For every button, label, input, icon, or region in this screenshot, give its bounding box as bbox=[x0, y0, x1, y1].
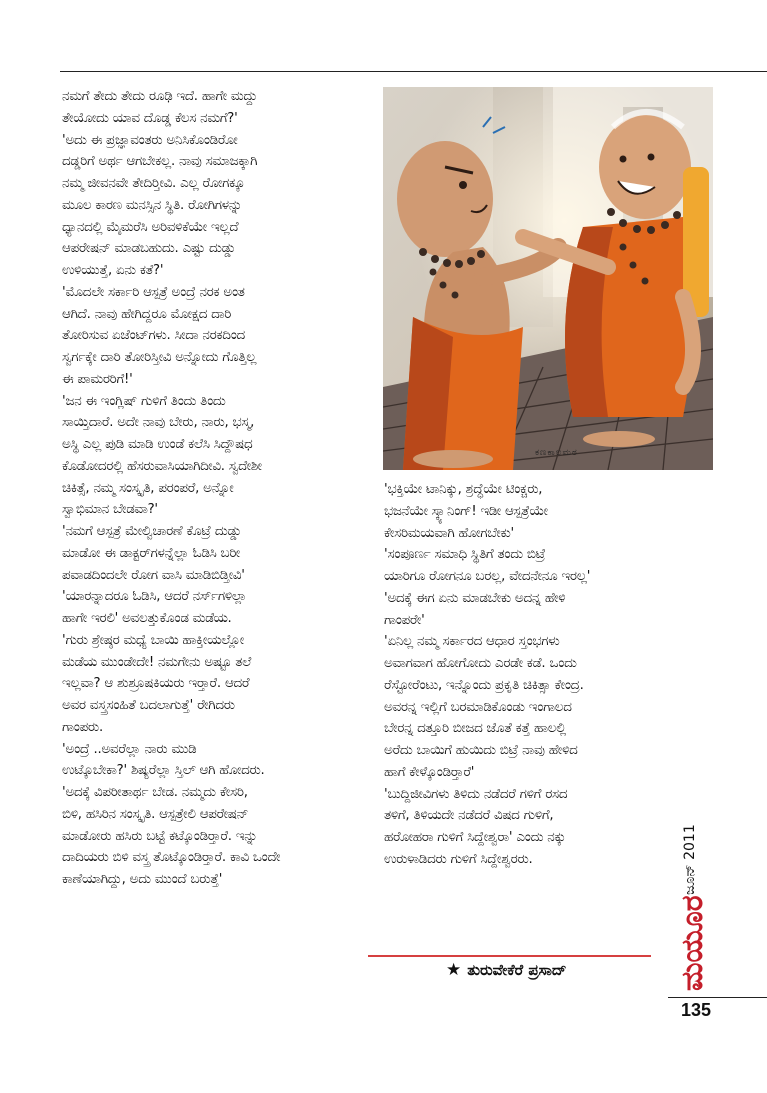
text-line: 'ಏನಿಲ್ಲ ನಮ್ಮ ಸರ್ಕಾರದ ಆಧಾರ ಸ್ತಂಭಗಳು bbox=[384, 634, 560, 650]
text-line: 'ಮೊದಲೇ ಸರ್ಕಾರಿ ಆಸ್ಪತ್ರೆ ಅಂದ್ರೆ ನರಕ ಅಂತ bbox=[62, 284, 245, 300]
page-number: 135 bbox=[681, 1000, 712, 1020]
text-line: ಅಸ್ಥಿ ಎಲ್ಲ ಪುಡಿ ಮಾಡಿ ಉಂಡೆ ಕಲೆಸಿ ಸಿದ್ದೌಷಧ bbox=[62, 437, 253, 452]
text-line: ಸಾಯ್ತಿದಾರೆ. ಅದೇ ನಾವು ಬೇರು, ನಾರು, ಭಸ್ಮ, bbox=[62, 415, 255, 431]
author-name: ತುರುವೇಕೆರೆ ಪ್ರಸಾದ್ bbox=[467, 961, 567, 979]
text-line: ಗಾಂಪರು. bbox=[62, 719, 103, 735]
text-line: ಇಲ್ಲವಾ? ಆ ಶುಶ್ರೂಷಕಿಯರು ಇರ್‍ತಾರೆ. ಆದರೆ bbox=[62, 676, 250, 692]
text-line: ಮಾಡೋ ಈ ಡಾಕ್ಟರ್‌ಗಳನ್ನೆಲ್ಲಾ ಓಡಿಸಿ ಬರೀ bbox=[62, 545, 241, 561]
text-line: ಸ್ವರ್ಗಕ್ಕೇ ದಾರಿ ತೋರಿಸ್ತೀವಿ ಅನ್ನೋದು ಗೊತ್ತಿಲ್ಲ bbox=[62, 350, 257, 365]
text-line: ಹಾಗೆ ಕೇಳ್ಕೊಂಡಿರ್‍ತಾರೆ' bbox=[384, 764, 475, 780]
text-line: ಉಟ್ಕೊಬೇಕಾ?' ಶಿಷ್ಯರೆಲ್ಲಾ ಸ್ತಿಲ್ ಆಗಿ ಹೋದರು. bbox=[62, 763, 265, 779]
issue-date: ಜೂನ್ 2011 bbox=[682, 824, 698, 895]
illustration-credit: ಕಣಕಾಲಮಠ bbox=[535, 448, 578, 458]
text-line: ತೋರಿಸುವ ಏಜೆಂಟ್‌ಗಳು. ಸೀದಾ ನರಕದಿಂದ bbox=[62, 328, 245, 344]
magazine-sidebar bbox=[672, 795, 708, 992]
star-icon: ★ bbox=[446, 960, 462, 980]
text-line: ಮಾಡೋರು ಹಸಿರು ಬಟ್ಟೆ ಕಟ್ಕೊಂಡಿರ್‍ತಾರೆ. ಇನ್ನು bbox=[62, 828, 258, 844]
header-rule bbox=[60, 71, 767, 72]
text-line: ಭಜನೆಯೇ ಸ್ಕ್ಯಾನಿಂಗ್! ಇಡೀ ಆಸ್ಪತ್ರೆಯೇ bbox=[384, 503, 548, 519]
text-line: ಅವಾಗವಾಗ ಹೋಗೋದು ಎರಡೇ ಕಡೆ. ಒಂದು bbox=[384, 656, 577, 671]
footer-rule bbox=[668, 997, 767, 998]
text-line: ಅವರನ್ನ ಇಲ್ಲಿಗೆ ಬರಮಾಡಿಕೊಂಡು ಇಂಗಾಲದ bbox=[384, 699, 572, 715]
text-line: ಆಪರೇಷನ್ ಮಾಡಬಹುದು. ಎಷ್ಟು ದುಡ್ಡು bbox=[62, 241, 236, 257]
text-line: ಈ ಪಾಮರರಿಗೆ!' bbox=[62, 371, 133, 387]
text-line: 'ಯಾರನ್ನಾದರೂ ಓಡಿಸಿ, ಆದರೆ ನರ್ಸ್‌ಗಳಿಲ್ಲಾ bbox=[62, 589, 247, 605]
text-line: 'ನಮಗೆ ಆಸ್ಪತ್ರೆ ಮೇಲ್ವಿಚಾರಣೆ ಕೊಟ್ರೆ ದುಡ್ಡು bbox=[62, 524, 242, 539]
text-line: ಹರೋಹರಾ ಗುಳಿಗೆ ಸಿದ್ದೇಶ್ವರಾ' ಎಂದು ನಕ್ಕು bbox=[384, 830, 566, 845]
text-line: ಧ್ಯಾನದಲ್ಲಿ ಮೈಮರೆಸಿ ಅರಿವಳಿಕೆಯೇ ಇಲ್ಲದೆ bbox=[62, 219, 239, 235]
text-line: ದಾದಿಯರು ಬಿಳಿ ವಸ್ತ್ರ ತೊಟ್ಕೊಂಡಿರ್‍ತಾರೆ. ಕಾವಿ ಒಂದೇ bbox=[62, 850, 281, 866]
author-divider bbox=[368, 955, 651, 957]
text-line: ಹಾಗೇ ಇರಲಿ' ಅವಲತ್ತುಕೊಂಡ ಮಡೆಯ. bbox=[62, 611, 232, 626]
text-line: 'ಅದಕ್ಕೆ ವಿಪರೀತಾರ್ಥ ಬೇಡ. ನಮ್ಮದು ಕೇಸರಿ, bbox=[62, 785, 248, 800]
text-line: 'ಅಂದ್ರೆ ..ಅವರೆಲ್ಲಾ ನಾರು ಮುಡಿ bbox=[62, 741, 197, 757]
text-line: 'ಭಕ್ತಿಯೇ ಟಾನಿಕ್ಕು, ಶ್ರದ್ಧೆಯೇ ಟಿಂಕ್ಚರು, bbox=[384, 482, 543, 497]
text-line: ತೇಯೋದು ಯಾವ ದೊಡ್ಡ ಕೆಲಸ ನಮಗೆ?' bbox=[62, 110, 238, 126]
text-line: 'ಅದಕ್ಕೆ ಈಗ ಏನು ಮಾಡಬೇಕು ಅದನ್ನ ಹೇಳಿ bbox=[384, 590, 566, 606]
text-line: ತಳಿಗೆ, ತಿಳಿಯದೇ ನಡೆದರೆ ವಿಷದ ಗುಳಿಗೆ, bbox=[384, 808, 554, 824]
text-line: ಉರುಳಾಡಿದರು ಗುಳಿಗೆ ಸಿದ್ದೇಶ್ವರರು. bbox=[384, 851, 533, 867]
text-line: ನಮಗೆ ತೇದು ತೇದು ರೂಢಿ ಇದೆ. ಹಾಗೇ ಮದ್ದು bbox=[62, 89, 258, 104]
text-line: 'ಅದು ಈ ಪ್ರಜ್ಞಾವಂತರು ಅನಿಸಿಕೊಂಡಿರೋ bbox=[62, 132, 238, 148]
text-line: ಕೇಸರಿಮಯವಾಗಿ ಹೋಗಬೇಕು' bbox=[384, 525, 515, 541]
text-line: ಬಿಳಿ, ಹಸಿರಿನ ಸಂಸ್ಕೃತಿ. ಆಸ್ಪತ್ರೇಲಿ ಆಪರೇಷನ್ bbox=[62, 806, 249, 822]
author-byline bbox=[446, 960, 566, 980]
text-line: 'ಬುದ್ದಿಜೀವಿಗಳು ತಿಳಿದು ನಡೆದರೆ ಗಳಿಗೆ ರಸದ bbox=[384, 786, 568, 802]
text-line: ಮಡೆಯ ಮುಂಡೇದೇ! ನಮಗೇನು ಅಷ್ಟೂ ತಲೆ bbox=[62, 654, 252, 670]
text-line: ಯಾರಿಗೂ ರೋಗನೂ ಬರಲ್ಲ, ವೇದನೇನೂ ಇರಲ್ಲ' bbox=[384, 569, 591, 584]
text-line: ಅವರ ವಸ್ತ್ರಸಂಹಿತೆ ಬದಲಾಗುತ್ತೆ' ರೇಗಿದರು bbox=[62, 698, 235, 713]
text-line: ಅರೆದು ಬಾಯಿಗೆ ಹುಯಿದು ಬಿಟ್ರೆ ನಾವು ಹೇಳಿದ bbox=[384, 743, 578, 758]
text-line: ಪವಾಡದಿಂದಲೇ ರೋಗ ವಾಸಿ ಮಾಡಿಬಿಡ್ತೀವಿ' bbox=[62, 567, 245, 583]
text-line: ನಮ್ಮ ಜೀವನವೇ ತೇದಿರ್‍ತೀವಿ. ಎಲ್ಲ ರೋಗಕ್ಕೂ bbox=[62, 176, 245, 191]
text-line: ಆಗಿದೆ. ನಾವು ಹೇಗಿದ್ದರೂ ಮೋಕ್ಷದ ದಾರಿ bbox=[62, 306, 232, 322]
magazine-logo: ಮಯೂರ bbox=[675, 895, 708, 991]
text-line: ಉಳಿಯುತ್ತೆ, ಏನು ಕತೆ?' bbox=[62, 263, 164, 278]
text-line: 'ಜನ ಈ ಇಂಗ್ಲಿಷ್ ಗುಳಿಗೆ ತಿಂದು ತಿಂದು bbox=[62, 393, 226, 409]
text-line: ಬೇರನ್ನ ದತ್ತೂರಿ ಬೀಜದ ಜೊತೆ ಕತ್ತೆ ಹಾಲಲ್ಲಿ bbox=[384, 721, 566, 737]
text-line: ರೆಸ್ಟೋರೆಂಟು, ಇನ್ನೊಂದು ಪ್ರಕೃತಿ ಚಿಕಿತ್ಸಾ ಕೇಂದ್ರ. bbox=[384, 677, 584, 693]
text-line: ಗಾಂಪರೇ' bbox=[384, 612, 425, 628]
text-line: ಮೂಲ ಕಾರಣ ಮನಸ್ಸಿನ ಸ್ಥಿತಿ. ರೋಗಿಗಳನ್ನು bbox=[62, 197, 243, 213]
left-text-column bbox=[62, 86, 362, 891]
text-line: ಸ್ವಾಭಿಮಾನ ಬೇಡವಾ?' bbox=[62, 502, 158, 518]
text-line: 'ಗುರು ಶ್ರೇಷ್ಠರ ಮಧ್ಯೆ ಬಾಯಿ ಹಾಕ್ತೀಯಲ್ಲೋ bbox=[62, 632, 244, 648]
text-line: ಚಿಕಿತ್ಸೆ, ನಮ್ಮ ಸಂಸ್ಕೃತಿ, ಪರಂಪರೆ, ಅನ್ನೋ bbox=[62, 480, 234, 496]
text-line: 'ಸಂಪೂರ್ಣ ಸಮಾಧಿ ಸ್ಥಿತಿಗೆ ತಂದು ಬಿಟ್ರೆ bbox=[384, 547, 546, 563]
text-line: ಕೊಡೋದರಲ್ಲಿ ಹೆಸರುವಾಸಿಯಾಗಿದೀವಿ. ಸ್ವದೇಶೀ bbox=[62, 458, 262, 474]
text-line: ಕಾಣೆಯಾಗಿದ್ದು, ಅದು ಮುಂದೆ ಬರುತ್ತೆ' bbox=[62, 872, 223, 887]
right-text-column bbox=[384, 479, 666, 871]
cartoon-illustration bbox=[383, 87, 713, 470]
text-line: ದಡ್ಡರಿಗೆ ಅರ್ಥ ಆಗಬೇಕಲ್ಲ. ನಾವು ಸಮಾಜಕ್ಕಾಗಿ bbox=[62, 154, 258, 170]
